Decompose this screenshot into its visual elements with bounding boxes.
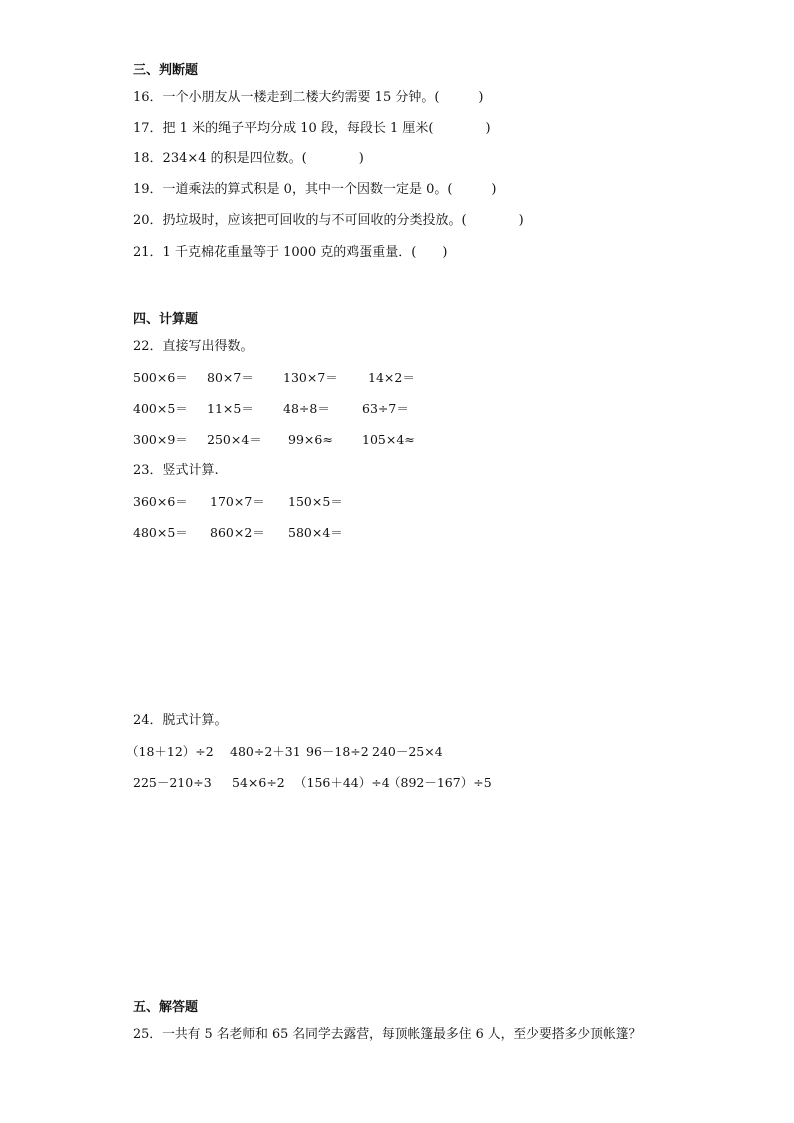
q23-cell: 580×4＝ (288, 525, 343, 540)
q23-cell: 360×6＝ (133, 494, 188, 509)
q24-cell: 225－210÷3 (133, 775, 212, 790)
question-22-title: 22．直接写出得数。 (133, 339, 254, 354)
question-21: 21．1 千克棉花重量等于 1000 克的鸡蛋重量．( ) (133, 245, 448, 260)
question-20: 20．扔垃圾时，应该把可回收的与不可回收的分类投放。( ) (133, 213, 524, 228)
q24-cell: 54×6÷2 (232, 775, 285, 790)
question-24-title: 24．脱式计算。 (133, 713, 228, 728)
q22-cell: 300×9＝ (133, 432, 188, 447)
q24-cell: （892－167）÷5 (388, 775, 492, 790)
q23-cell: 150×5＝ (288, 494, 343, 509)
q22-cell: 99×6≈ (288, 432, 333, 447)
q22-cell: 48÷8＝ (283, 401, 330, 416)
question-16: 16．一个小朋友从一楼走到二楼大约需要 15 分钟。( ) (133, 90, 484, 105)
q23-cell: 860×2＝ (210, 525, 265, 540)
q24-cell: 240－25×4 (372, 744, 443, 759)
section-5-heading: 五、解答题 (133, 1000, 199, 1015)
q23-cell: 480×5＝ (133, 525, 188, 540)
q22-cell: 11×5＝ (207, 401, 254, 416)
question-23-title: 23．竖式计算. (133, 463, 219, 478)
q22-cell: 400×5＝ (133, 401, 188, 416)
question-19: 19．一道乘法的算式积是 0，其中一个因数一定是 0。( ) (133, 182, 497, 197)
section-3-heading: 三、判断题 (133, 63, 199, 78)
q23-cell: 170×7＝ (210, 494, 265, 509)
q22-cell: 250×4＝ (207, 432, 262, 447)
section-4-heading: 四、计算题 (133, 312, 199, 327)
q22-cell: 80×7＝ (207, 370, 254, 385)
q22-cell: 130×7＝ (283, 370, 338, 385)
question-18: 18．234×4 的积是四位数。( ) (133, 151, 364, 166)
q22-cell: 63÷7＝ (362, 401, 409, 416)
q24-cell: 480÷2＋31 (230, 744, 301, 759)
q24-cell: （18＋12）÷2 (126, 744, 214, 759)
question-17: 17．把 1 米的绳子平均分成 10 段，每段长 1 厘米( ) (133, 121, 491, 136)
q22-cell: 105×4≈ (362, 432, 415, 447)
q24-cell: （156＋44）÷4 (294, 775, 390, 790)
question-25: 25．一共有 5 名老师和 65 名同学去露营，每顶帐篷最多住 6 人，至少要搭多少顶帐篷？ (133, 1027, 642, 1042)
q22-cell: 500×6＝ (133, 370, 188, 385)
q24-cell: 96－18÷2 (306, 744, 369, 759)
q22-cell: 14×2＝ (368, 370, 415, 385)
